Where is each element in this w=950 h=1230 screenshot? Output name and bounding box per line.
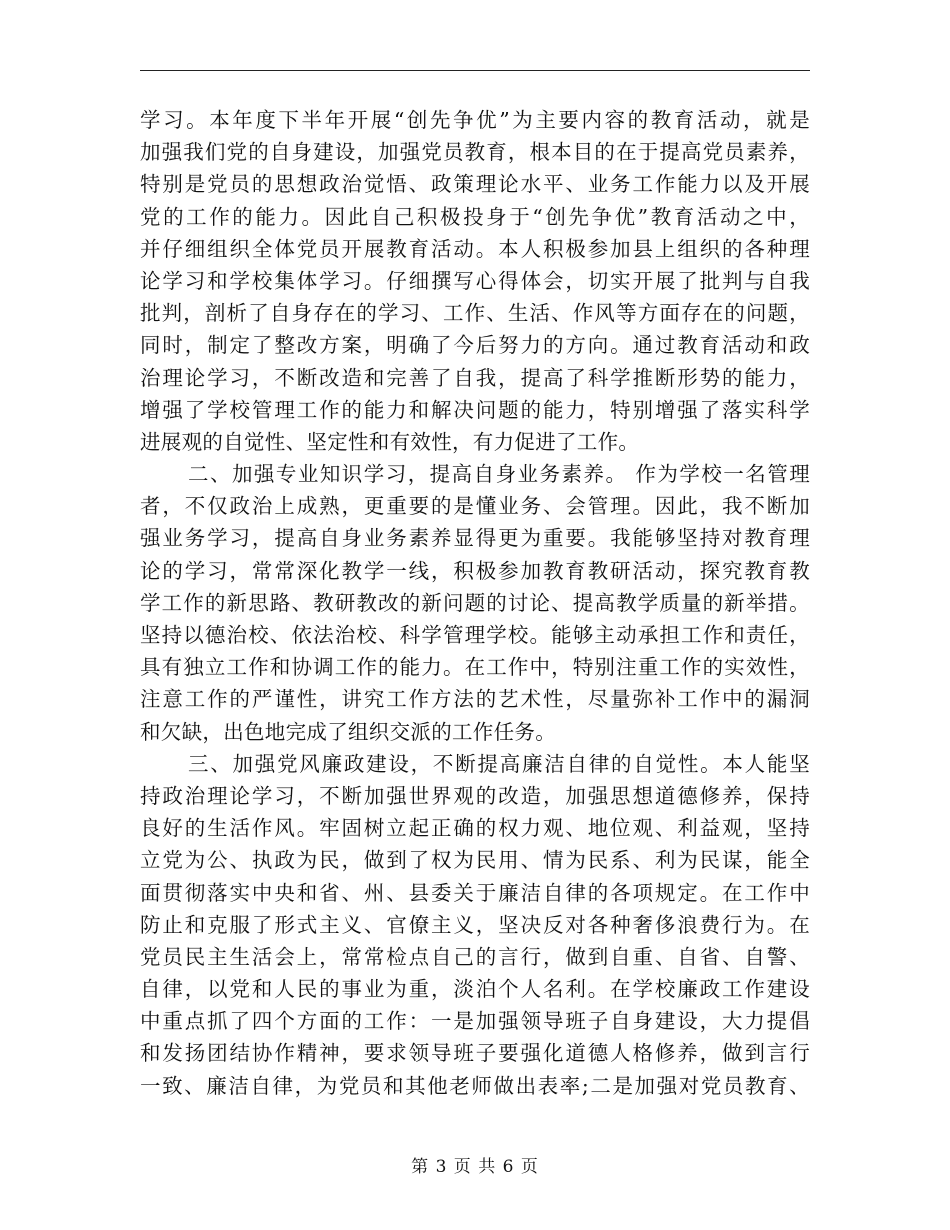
text-line: 加强我们党的自身建设，加强党员教育，根本目的在于提高党员素养， [140,140,810,165]
text-line: 和发扬团结协作精神，要求领导班子要强化道德人格修养，做到言行 [140,1041,810,1066]
text-line: 二、加强专业知识学习，提高自身业务素养。 作为学校一名管理 [188,462,810,487]
text-line: 中重点抓了四个方面的工作：一是加强领导班子自身建设，大力提倡 [140,1009,810,1034]
text-line: 增强了学校管理工作的能力和解决问题的能力，特别增强了落实科学 [140,397,810,422]
text-line: 一致、廉洁自律，为党员和其他老师做出表率;二是加强对党员教育、 [140,1073,810,1098]
text-line: 批判，剖析了自身存在的学习、工作、生活、作风等方面存在的问题， [140,301,810,326]
text-line: 学习。本年度下半年开展“创先争优”为主要内容的教育活动，就是 [140,108,810,132]
text-line: 防止和克服了形式主义、官僚主义，坚决反对各种奢侈浪费行为。在 [140,912,810,937]
text-line: 并仔细组织全体党员开展教育活动。本人积极参加县上组织的各种理 [140,236,810,261]
paragraph-1 [140,104,810,458]
text-line: 自律，以党和人民的事业为重，淡泊个人名利。在学校廉政工作建设 [140,977,810,1002]
page-number-footer: 第 3 页 共 6 页 [411,1157,539,1177]
text-line: 同时，制定了整改方案，明确了今后努力的方向。通过教育活动和政 [140,333,810,358]
text-line: 强业务学习，提高自身业务素养显得更为重要。我能够坚持对教育理 [140,526,810,551]
text-line: 进展观的自觉性、坚定性和有效性，有力促进了工作。 [140,429,640,454]
text-line: 具有独立工作和协调工作的能力。在工作中，特别注重工作的实效性， [140,655,810,680]
text-line: 坚持以德治校、依法治校、科学管理学校。能够主动承担工作和责任， [140,623,810,647]
text-line: 良好的生活作风。牢固树立起正确的权力观、地位观、利益观，坚持 [140,816,810,841]
text-line: 论的学习，常常深化教学一线，积极参加教育教研活动，探究教育教 [140,558,810,583]
text-line: 论学习和学校集体学习。仔细撰写心得体会，切实开展了批判与自我 [140,268,810,293]
text-line: 党的工作的能力。因此自己积极投身于“创先争优”教育活动之中， [140,204,810,229]
text-line: 党员民主生活会上，常常检点自己的言行，做到自重、自省、自警、 [140,944,810,969]
text-line: 三、加强党风廉政建设，不断提高廉洁自律的自觉性。本人能坚 [188,751,810,776]
text-line: 面贯彻落实中央和省、州、县委关于廉洁自律的各项规定。在工作中 [140,880,810,905]
text-line: 学工作的新思路、教研教改的新问题的讨论、提高教学质量的新举措。 [140,590,810,615]
document-body [140,104,810,1102]
text-line: 特别是党员的思想政治觉悟、政策理论水平、业务工作能力以及开展 [140,172,810,197]
paragraph-2 [140,458,810,748]
text-line: 和欠缺，出色地完成了组织交派的工作任务。 [140,719,556,744]
text-line: 注意工作的严谨性，讲究工作方法的艺术性，尽量弥补工作中的漏洞 [140,687,810,712]
text-line: 者，不仅政治上成熟，更重要的是懂业务、会管理。因此，我不断加 [140,494,810,519]
header-rule [140,70,810,71]
paragraph-3 [140,748,810,1102]
text-line: 立党为公、执政为民，做到了权为民用、情为民系、利为民谋，能全 [140,848,810,873]
text-line: 持政治理论学习，不断加强世界观的改造，加强思想道德修养，保持 [140,783,810,808]
text-line: 治理论学习，不断改造和完善了自我，提高了科学推断形势的能力， [140,365,810,390]
